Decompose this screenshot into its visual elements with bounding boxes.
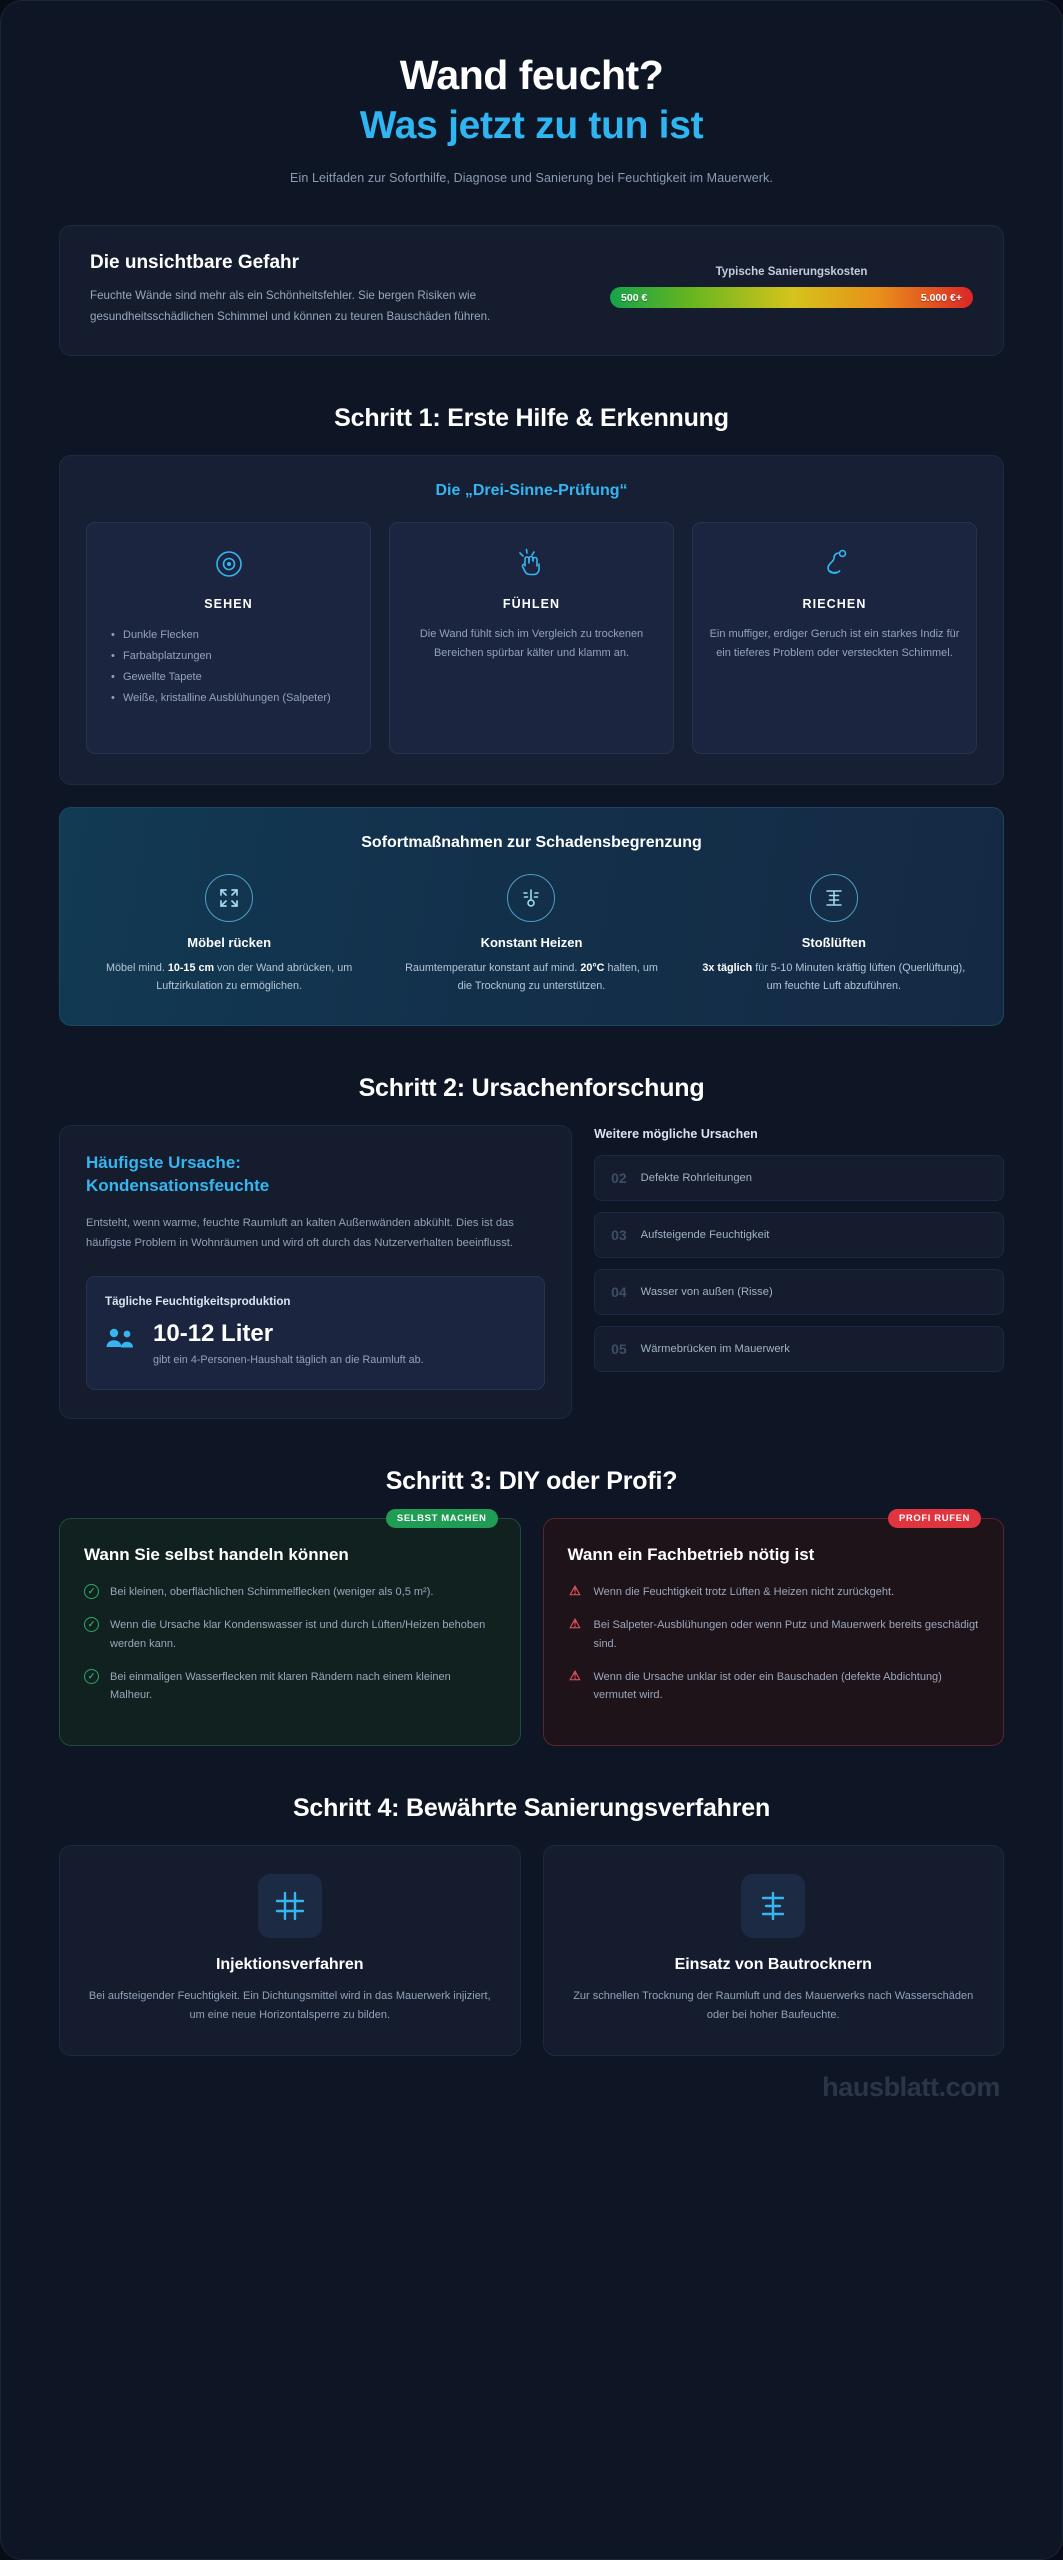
list-item	[84, 1668, 496, 1706]
cost-meter	[610, 252, 973, 308]
pro-heading: Wann ein Fachbetrieb nötig ist	[567, 1544, 815, 1564]
diy-item-text: Bei kleinen, oberflächlichen Schimmelflecken (weniger als 0,5 m²).	[110, 1585, 434, 1598]
hero-section	[59, 35, 1004, 185]
measure-moebel-ruecken	[86, 874, 372, 995]
causes-section	[59, 1125, 1004, 1419]
measure-konstant-heizen	[388, 874, 674, 995]
method-text: Zur schnellen Trocknung der Raumluft und des Mauerwerks nach Wasserschäden oder bei hoher Baufeuchte.	[573, 1990, 974, 2022]
warning-triangle-icon: ⚠	[569, 1616, 581, 1632]
cause-number: 05	[611, 1341, 627, 1358]
main-cause-card	[59, 1125, 572, 1419]
main-cause-heading-line1: Häufigste Ursache:	[86, 1153, 241, 1173]
hero-description: Ein Leitfaden zur Soforthilfe, Diagnose und Sanierung bei Feuchtigkeit im Mauerwerk.	[290, 171, 773, 186]
cause-number: 04	[611, 1284, 627, 1301]
injection-grid-icon	[258, 1874, 322, 1938]
three-senses-title: Die „Drei-Sinne-Prüfung“	[435, 481, 628, 499]
cause-label: Wärmebrücken im Mauerwerk	[640, 1343, 790, 1356]
three-senses-panel	[59, 455, 1004, 785]
cost-max-value: 5.000 €+	[920, 291, 962, 304]
sense-name-riechen: RIECHEN	[802, 596, 867, 611]
expand-arrows-icon	[205, 874, 253, 922]
dryer-device-icon	[741, 1874, 805, 1938]
cost-min-value: 500 €	[621, 291, 648, 304]
measure-text: 3x täglich für 5-10 Minuten kräftig lüften (Querlüftung), um feuchte Luft abzuführen.	[702, 961, 966, 993]
cause-number: 02	[611, 1170, 627, 1187]
pro-card	[543, 1512, 1005, 1747]
list-item	[568, 1616, 980, 1654]
sense-text-fuehlen: Die Wand fühlt sich im Vergleich zu trockenen Bereichen spürbar kälter und klamm an.	[419, 627, 644, 659]
diy-card	[59, 1512, 521, 1747]
section-title-step1: Schritt 1: Erste Hilfe & Erkennung	[334, 403, 729, 432]
sense-name-sehen: SEHEN	[204, 596, 253, 611]
measure-name: Möbel rücken	[187, 934, 272, 950]
methods-row	[59, 1845, 1004, 2056]
danger-body: Feuchte Wände sind mehr als ein Schönheitsfehler. Sie bergen Risiken wie gesundheitsschädlichen Schimmel und können zu teuren Bauschäden führen.	[90, 289, 491, 323]
pro-item-text: Wenn die Feuchtigkeit trotz Lüften & Heizen nicht zurückgeht.	[593, 1585, 895, 1598]
sense-card-sehen	[86, 522, 371, 754]
list-item[interactable]	[594, 1326, 1004, 1372]
list-item	[568, 1668, 980, 1706]
pro-item-text: Wenn die Ursache unklar ist oder ein Bauschaden (defekte Abdichtung) vermutet wird.	[593, 1670, 942, 1702]
water-production-desc: gibt ein 4-Personen-Haushalt täglich an die Raumluft ab.	[153, 1353, 424, 1366]
sense-card-riechen	[692, 522, 977, 754]
danger-card-text	[90, 252, 580, 327]
warning-triangle-icon: ⚠	[569, 1583, 581, 1599]
check-circle-icon: ✓	[84, 1669, 99, 1684]
water-production-value: 10-12 Liter	[153, 1319, 274, 1347]
method-text: Bei aufsteigender Feuchtigkeit. Ein Dichtungsmittel wird in das Mauerwerk injiziert, um eine neue Horizontalsperre zu bilden.	[88, 1990, 491, 2022]
danger-heading: Die unsichtbare Gefahr	[90, 252, 300, 274]
cause-number: 03	[611, 1227, 627, 1244]
page-subtitle-accent: Was jetzt zu tun ist	[359, 104, 704, 148]
main-cause-text: Entsteht, wenn warme, feuchte Raumluft an kalten Außenwänden abkühlt. Dies ist das häufigste Problem in Wohnräumen und wird oft durch das Nutzerverhalten beeinflusst.	[86, 1217, 514, 1250]
method-card-bautrockner	[543, 1845, 1005, 2056]
cost-gradient-bar	[610, 287, 973, 308]
measures-row	[86, 874, 977, 995]
hand-touch-icon	[406, 543, 657, 585]
diy-item-text: Wenn die Ursache klar Kondenswasser ist und durch Lüften/Heizen behoben werden kann.	[110, 1618, 486, 1650]
page-title: Wand feucht?	[399, 52, 664, 98]
other-causes-title: Weitere mögliche Ursachen	[594, 1127, 758, 1142]
immediate-measures-title: Sofortmaßnahmen zur Schadensbegrenzung	[361, 833, 702, 851]
sense-card-fuehlen	[389, 522, 674, 754]
list-item: • Weiße, kristalline Ausblühungen (Salpeter)	[109, 688, 354, 709]
cost-meter-label: Typische Sanierungskosten	[715, 266, 868, 279]
status-badge-diy: SELBST MACHEN	[386, 1509, 498, 1528]
danger-card	[59, 225, 1004, 356]
immediate-measures-panel	[59, 807, 1004, 1026]
list-item: • Farbabplatzungen	[109, 646, 354, 667]
water-production-row	[105, 1320, 526, 1369]
list-item[interactable]	[594, 1155, 1004, 1201]
main-cause-heading-line2: Kondensationsfeuchte	[86, 1176, 270, 1196]
diy-vs-pro-row	[59, 1512, 1004, 1747]
footer-brand: hausblatt.com	[822, 2072, 1000, 2103]
water-production-title: Tägliche Feuchtigkeitsproduktion	[105, 1294, 291, 1308]
section-title-step4: Schritt 4: Bewährte Sanierungsverfahren	[292, 1794, 771, 1823]
check-circle-icon: ✓	[84, 1584, 99, 1599]
list-item	[568, 1583, 980, 1602]
list-item[interactable]	[594, 1269, 1004, 1315]
family-people-icon	[105, 1320, 139, 1357]
eye-icon	[103, 543, 354, 585]
section-title-step2: Schritt 2: Ursachenforschung	[358, 1074, 705, 1103]
measure-text: Raumtemperatur konstant auf mind. 20°C halten, um die Trocknung zu unterstützen.	[405, 961, 658, 993]
status-badge-pro: PROFI RUFEN	[888, 1509, 981, 1528]
list-item: • Gewellte Tapete	[109, 667, 354, 688]
measure-name: Stoßlüften	[801, 934, 866, 950]
diy-heading: Wann Sie selbst handeln können	[84, 1544, 349, 1564]
main-cause-heading	[86, 1152, 545, 1198]
method-card-injektion	[59, 1845, 521, 2056]
pro-item-text: Bei Salpeter-Ausblühungen oder wenn Putz und Mauerwerk bereits geschädigt sind.	[593, 1618, 979, 1650]
measure-stosslueften	[691, 874, 977, 995]
sense-text-riechen: Ein muffiger, erdiger Geruch ist ein starkes Indiz für ein tieferes Problem oder versteckten Schimmel.	[709, 627, 960, 659]
sense-list-sehen	[103, 625, 354, 709]
list-item: • Dunkle Flecken	[109, 625, 354, 646]
section-title-step3: Schritt 3: DIY oder Profi?	[385, 1466, 678, 1495]
sense-name-fuehlen: FÜHLEN	[502, 596, 561, 611]
method-name: Einsatz von Bautrocknern	[674, 1956, 872, 1974]
list-item[interactable]	[594, 1212, 1004, 1258]
list-item	[84, 1616, 496, 1654]
warning-triangle-icon: ⚠	[569, 1668, 581, 1684]
thermometer-icon	[507, 874, 555, 922]
measure-name: Konstant Heizen	[480, 934, 583, 950]
other-causes-list	[594, 1125, 1004, 1383]
airflow-icon	[810, 874, 858, 922]
measure-text: Möbel mind. 10-15 cm von der Wand abrücken, um Luftzirkulation zu ermöglichen.	[106, 961, 353, 993]
senses-row	[86, 522, 977, 754]
cause-label: Wasser von außen (Risse)	[640, 1286, 773, 1299]
diy-item-text: Bei einmaligen Wasserflecken mit klaren Rändern nach einem kleinen Malheur.	[110, 1670, 451, 1702]
water-production-box	[86, 1276, 545, 1390]
cause-label: Defekte Rohrleitungen	[640, 1172, 752, 1185]
nose-smell-icon	[709, 543, 960, 585]
cause-label: Aufsteigende Feuchtigkeit	[640, 1229, 770, 1242]
method-name: Injektionsverfahren	[215, 1956, 364, 1974]
list-item	[84, 1583, 496, 1602]
check-circle-icon: ✓	[84, 1617, 99, 1632]
